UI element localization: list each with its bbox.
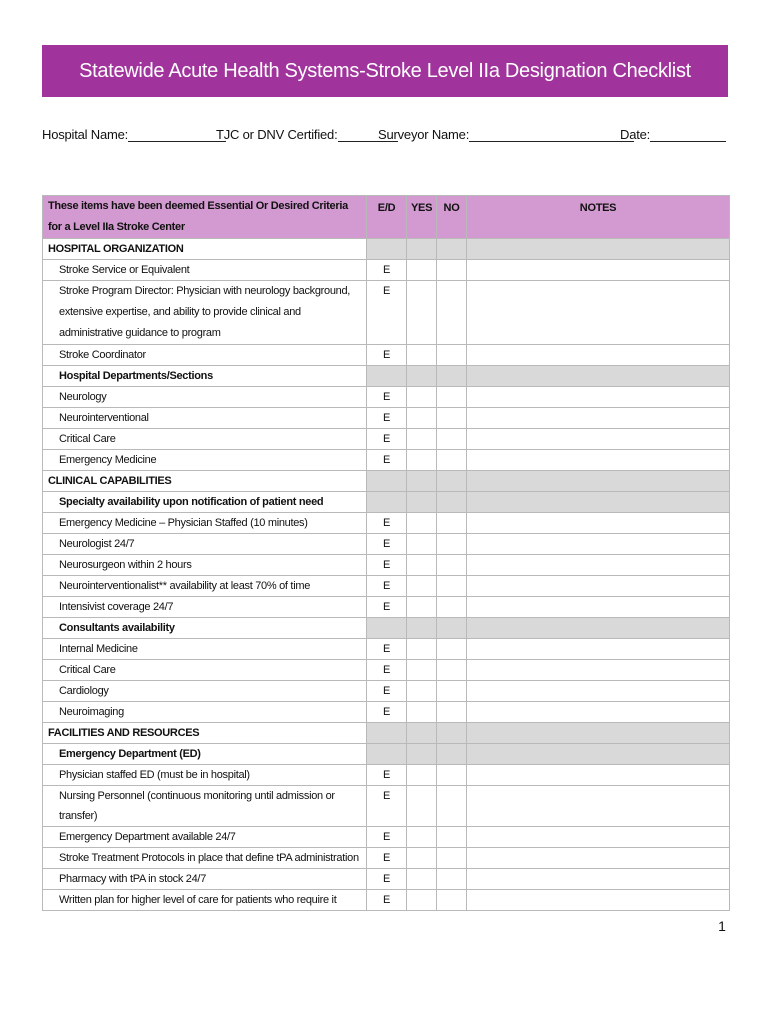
ed-cell [367,239,407,260]
notes-header: NOTES [467,196,730,239]
ed-cell: E [367,827,407,848]
yes-cell[interactable] [407,260,437,281]
notes-cell[interactable] [467,848,730,869]
no-cell[interactable] [437,555,467,576]
table-row [43,408,730,429]
notes-cell[interactable] [467,513,730,534]
notes-cell [467,723,730,744]
yes-cell[interactable] [407,450,437,471]
yes-cell[interactable] [407,345,437,366]
notes-cell[interactable] [467,345,730,366]
yes-cell [407,366,437,387]
no-cell[interactable] [437,681,467,702]
checklist-table [42,195,730,911]
table-row [43,848,730,869]
table-row [43,260,730,281]
yes-cell [407,492,437,513]
table-row [43,702,730,723]
ed-cell: E [367,534,407,555]
notes-cell[interactable] [467,702,730,723]
header-fields [42,127,732,149]
yes-cell[interactable] [407,597,437,618]
criterion-label: Stroke Program Director: Physician with neurology background, extensive expertise, and ability to provide clinical and administrative guidance to program [43,281,367,345]
table-row [43,492,730,513]
no-cell[interactable] [437,450,467,471]
criterion-label: Neurointerventionalist** availability at least 70% of time [43,576,367,597]
surveyor-name-blank[interactable] [469,127,634,142]
yes-cell[interactable] [407,281,437,345]
no-cell[interactable] [437,597,467,618]
table-row [43,639,730,660]
criterion-label: Emergency Department available 24/7 [43,827,367,848]
table-row [43,890,730,911]
no-cell[interactable] [437,660,467,681]
certified-label: TJC or DNV Certified: [216,127,338,142]
no-cell[interactable] [437,848,467,869]
criterion-label: Neurologist 24/7 [43,534,367,555]
table-row [43,366,730,387]
criterion-label: Stroke Treatment Protocols in place that define tPA administration [43,848,367,869]
criterion-label: Emergency Medicine – Physician Staffed (10 minutes) [43,513,367,534]
table-row [43,429,730,450]
ed-cell: E [367,387,407,408]
ed-cell: E [367,260,407,281]
criteria-header: These items have been deemed Essential Or Desired Criteria for a Level IIa Stroke Center [43,196,367,239]
table-row [43,387,730,408]
no-cell[interactable] [437,702,467,723]
no-cell [437,618,467,639]
notes-cell[interactable] [467,576,730,597]
table-row [43,239,730,260]
subsection-heading: Hospital Departments/Sections [43,366,367,387]
no-cell[interactable] [437,890,467,911]
criterion-label: Physician staffed ED (must be in hospital) [43,765,367,786]
no-cell[interactable] [437,387,467,408]
ed-cell: E [367,848,407,869]
yes-cell [407,744,437,765]
ed-cell: E [367,408,407,429]
subsection-heading: Specialty availability upon notification of patient need [43,492,367,513]
no-cell[interactable] [437,576,467,597]
notes-cell[interactable] [467,555,730,576]
ed-cell: E [367,450,407,471]
yes-cell[interactable] [407,408,437,429]
criterion-label: Internal Medicine [43,639,367,660]
title-banner [42,45,728,97]
notes-cell[interactable] [467,260,730,281]
no-cell[interactable] [437,869,467,890]
subsection-heading: Emergency Department (ED) [43,744,367,765]
criterion-label: Neurosurgeon within 2 hours [43,555,367,576]
no-cell [437,471,467,492]
no-cell[interactable] [437,429,467,450]
section-heading: HOSPITAL ORGANIZATION [43,239,367,260]
criterion-label: Pharmacy with tPA in stock 24/7 [43,869,367,890]
table-row [43,576,730,597]
certified-field[interactable] [216,127,338,142]
ed-cell: E [367,869,407,890]
surveyor-name-field[interactable] [378,127,469,142]
yes-cell [407,618,437,639]
notes-cell[interactable] [467,869,730,890]
ed-cell [367,744,407,765]
no-cell[interactable] [437,534,467,555]
ed-cell: E [367,702,407,723]
notes-cell[interactable] [467,281,730,345]
no-cell[interactable] [437,408,467,429]
yes-cell[interactable] [407,765,437,786]
yes-cell[interactable] [407,387,437,408]
no-cell[interactable] [437,639,467,660]
no-cell[interactable] [437,786,467,827]
ed-cell: E [367,681,407,702]
ed-cell: E [367,765,407,786]
ed-cell [367,618,407,639]
yes-cell [407,723,437,744]
yes-cell[interactable] [407,429,437,450]
yes-cell[interactable] [407,513,437,534]
no-cell[interactable] [437,260,467,281]
notes-cell [467,492,730,513]
yes-cell[interactable] [407,848,437,869]
hospital-name-label: Hospital Name: [42,127,129,142]
criterion-label: Stroke Service or Equivalent [43,260,367,281]
notes-cell [467,744,730,765]
table-row [43,786,730,827]
criterion-label: Intensivist coverage 24/7 [43,597,367,618]
ed-cell: E [367,786,407,827]
criterion-label: Emergency Medicine [43,450,367,471]
ed-cell: E [367,576,407,597]
notes-cell[interactable] [467,681,730,702]
yes-cell[interactable] [407,576,437,597]
notes-cell [467,366,730,387]
notes-cell [467,471,730,492]
table-row [43,827,730,848]
notes-cell [467,618,730,639]
notes-cell [467,239,730,260]
criterion-label: Neuroimaging [43,702,367,723]
ed-cell [367,492,407,513]
notes-cell[interactable] [467,534,730,555]
hospital-name-blank[interactable] [128,127,226,142]
criterion-label: Nursing Personnel (continuous monitoring until admission or transfer) [43,786,367,827]
ed-cell [367,366,407,387]
no-cell [437,492,467,513]
notes-cell[interactable] [467,387,730,408]
criterion-label: Neurointerventional [43,408,367,429]
ed-cell: E [367,660,407,681]
yes-cell[interactable] [407,869,437,890]
table-row [43,597,730,618]
yes-cell[interactable] [407,555,437,576]
criterion-label: Cardiology [43,681,367,702]
table-row [43,618,730,639]
ed-cell: E [367,429,407,450]
ed-cell: E [367,639,407,660]
no-header: NO [437,196,467,239]
page-title: Statewide Acute Health Systems-Stroke Level IIa Designation Checklist [79,59,691,82]
table-row [43,513,730,534]
notes-cell[interactable] [467,660,730,681]
table-row [43,534,730,555]
table-row [43,869,730,890]
table-row [43,555,730,576]
table-row [43,681,730,702]
criterion-label: Written plan for higher level of care for patients who require it [43,890,367,911]
notes-cell[interactable] [467,786,730,827]
notes-cell[interactable] [467,827,730,848]
notes-cell[interactable] [467,639,730,660]
yes-cell [407,471,437,492]
section-heading: FACILITIES AND RESOURCES [43,723,367,744]
section-heading: CLINICAL CAPABILITIES [43,471,367,492]
table-row [43,345,730,366]
ed-header: E/D [367,196,407,239]
yes-cell[interactable] [407,890,437,911]
date-field[interactable] [620,127,650,142]
notes-cell[interactable] [467,890,730,911]
notes-cell[interactable] [467,765,730,786]
ed-cell: E [367,345,407,366]
yes-cell[interactable] [407,660,437,681]
yes-cell[interactable] [407,639,437,660]
ed-cell [367,471,407,492]
yes-cell[interactable] [407,786,437,827]
table-row [43,281,730,345]
hospital-name-field[interactable] [42,127,128,142]
notes-cell[interactable] [467,450,730,471]
ed-cell: E [367,597,407,618]
ed-cell: E [367,281,407,345]
page-number: 1 [718,918,726,934]
no-cell[interactable] [437,827,467,848]
yes-cell[interactable] [407,534,437,555]
no-cell[interactable] [437,765,467,786]
date-label: Date: [620,127,651,142]
table-row [43,450,730,471]
notes-cell[interactable] [467,597,730,618]
ed-cell: E [367,555,407,576]
yes-cell[interactable] [407,702,437,723]
date-blank[interactable] [650,127,726,142]
criterion-label: Critical Care [43,660,367,681]
no-cell [437,744,467,765]
criterion-label: Stroke Coordinator [43,345,367,366]
no-cell[interactable] [437,345,467,366]
no-cell [437,723,467,744]
ed-cell: E [367,890,407,911]
criterion-label: Neurology [43,387,367,408]
no-cell[interactable] [437,513,467,534]
no-cell[interactable] [437,281,467,345]
yes-cell[interactable] [407,827,437,848]
no-cell [437,366,467,387]
no-cell [437,239,467,260]
table-row [43,660,730,681]
table-row [43,744,730,765]
ed-cell [367,723,407,744]
yes-cell[interactable] [407,681,437,702]
yes-cell [407,239,437,260]
ed-cell: E [367,513,407,534]
subsection-heading: Consultants availability [43,618,367,639]
table-row [43,723,730,744]
yes-header: YES [407,196,437,239]
criterion-label: Critical Care [43,429,367,450]
surveyor-name-label: Surveyor Name: [378,127,470,142]
table-row [43,765,730,786]
notes-cell[interactable] [467,408,730,429]
notes-cell[interactable] [467,429,730,450]
table-header-row [43,196,730,239]
table-row [43,471,730,492]
